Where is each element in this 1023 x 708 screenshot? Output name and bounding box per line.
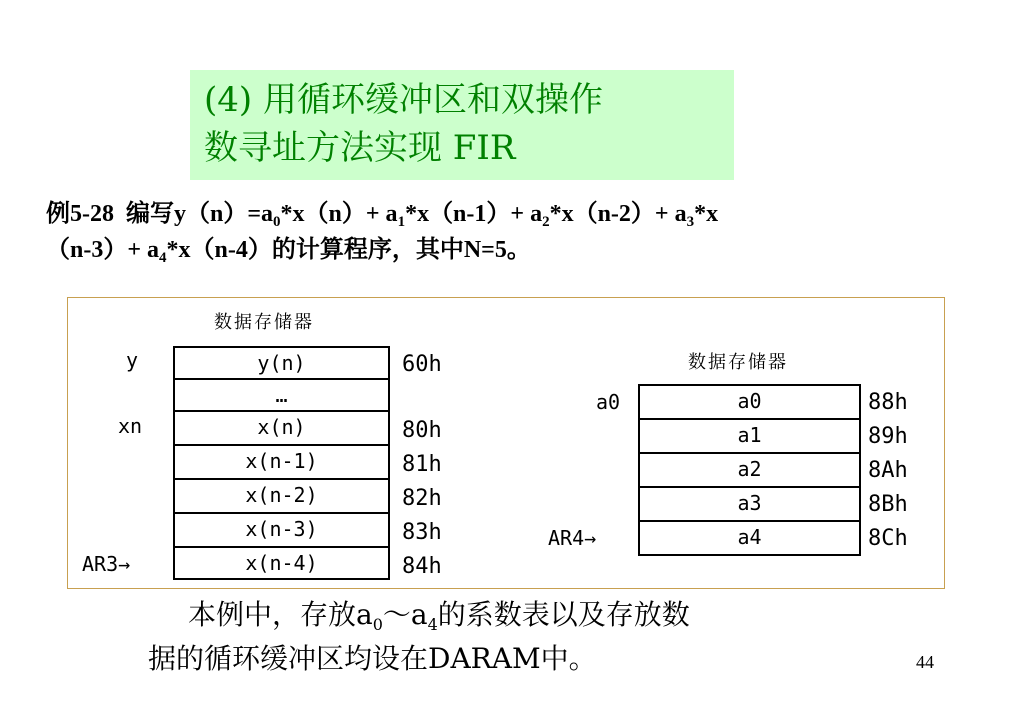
subscript: 4 (159, 250, 167, 266)
bottom-text-line-2: 据的循环缓冲区均设在DARAM中。 (148, 642, 597, 675)
bottom-text: ～a (382, 598, 428, 631)
right-addr-88h: 88h (868, 390, 908, 415)
left-label-y: y (126, 348, 139, 372)
example-text: （n-3）+ a (46, 237, 160, 263)
left-memory-header: 数据存储器 (214, 312, 314, 333)
right-addr-8ch: 8Ch (868, 526, 908, 551)
left-cell-xn: x(n) (173, 410, 390, 446)
left-cell-ellipsis: … (173, 378, 390, 412)
bottom-text-line-1 (188, 594, 690, 636)
left-cell-xn-4: x(n-4) (173, 546, 390, 580)
example-statement (46, 196, 1006, 268)
title-line-1: (4) 用循环缓冲区和双操作 (204, 80, 603, 120)
right-cell-a4: a4 (638, 520, 861, 556)
example-line-1 (46, 196, 1006, 232)
subscript: 0 (273, 214, 281, 230)
memory-diagram (67, 297, 945, 589)
title-box (190, 70, 734, 180)
left-addr-60h: 60h (402, 352, 442, 377)
example-text: *x（n-1）+ a (405, 201, 543, 227)
right-memory-header: 数据存储器 (688, 352, 788, 373)
subscript: 3 (686, 214, 695, 230)
bottom-text: 本例中，存放a (188, 598, 373, 631)
right-addr-8bh: 8Bh (868, 492, 908, 517)
subscript: 2 (542, 214, 550, 230)
bottom-text: 的系数表以及存放数 (437, 598, 690, 631)
right-cell-a3: a3 (638, 486, 861, 522)
left-cell-xn-1: x(n-1) (173, 444, 390, 480)
example-line-2 (46, 232, 1006, 268)
left-cell-yn: y(n) (173, 346, 390, 380)
left-cell-xn-2: x(n-2) (173, 478, 390, 514)
example-text: *x (694, 201, 719, 227)
subscript: 4 (427, 615, 438, 634)
right-cell-a0: a0 (638, 384, 861, 420)
right-addr-89h: 89h (868, 424, 908, 449)
subscript: 1 (397, 214, 406, 230)
example-text: 编写y（n）=a (126, 201, 274, 227)
example-text: *x（n-4）的计算程序，其中N=5。 (166, 237, 531, 263)
left-addr-82h: 82h (402, 486, 442, 511)
page-number: 44 (916, 652, 934, 672)
left-addr-84h: 84h (402, 554, 442, 579)
right-label-ar4: AR4→ (548, 526, 597, 550)
left-label-ar3: AR3→ (82, 552, 131, 576)
left-addr-80h: 80h (402, 418, 442, 443)
left-addr-83h: 83h (402, 520, 442, 545)
example-text: *x（n-2）+ a (549, 201, 687, 227)
left-label-xn: xn (118, 414, 143, 438)
left-addr-81h: 81h (402, 452, 442, 477)
example-text: *x（n）+ a (280, 201, 398, 227)
left-cell-xn-3: x(n-3) (173, 512, 390, 548)
right-cell-a1: a1 (638, 418, 861, 454)
example-label: 例5-28 (46, 201, 114, 227)
title-line-2: 数寻址方法实现 FIR (204, 128, 516, 168)
right-cell-a2: a2 (638, 452, 861, 488)
right-label-a0: a0 (596, 390, 621, 414)
right-addr-8ah: 8Ah (868, 458, 908, 483)
subscript: 0 (372, 615, 383, 634)
